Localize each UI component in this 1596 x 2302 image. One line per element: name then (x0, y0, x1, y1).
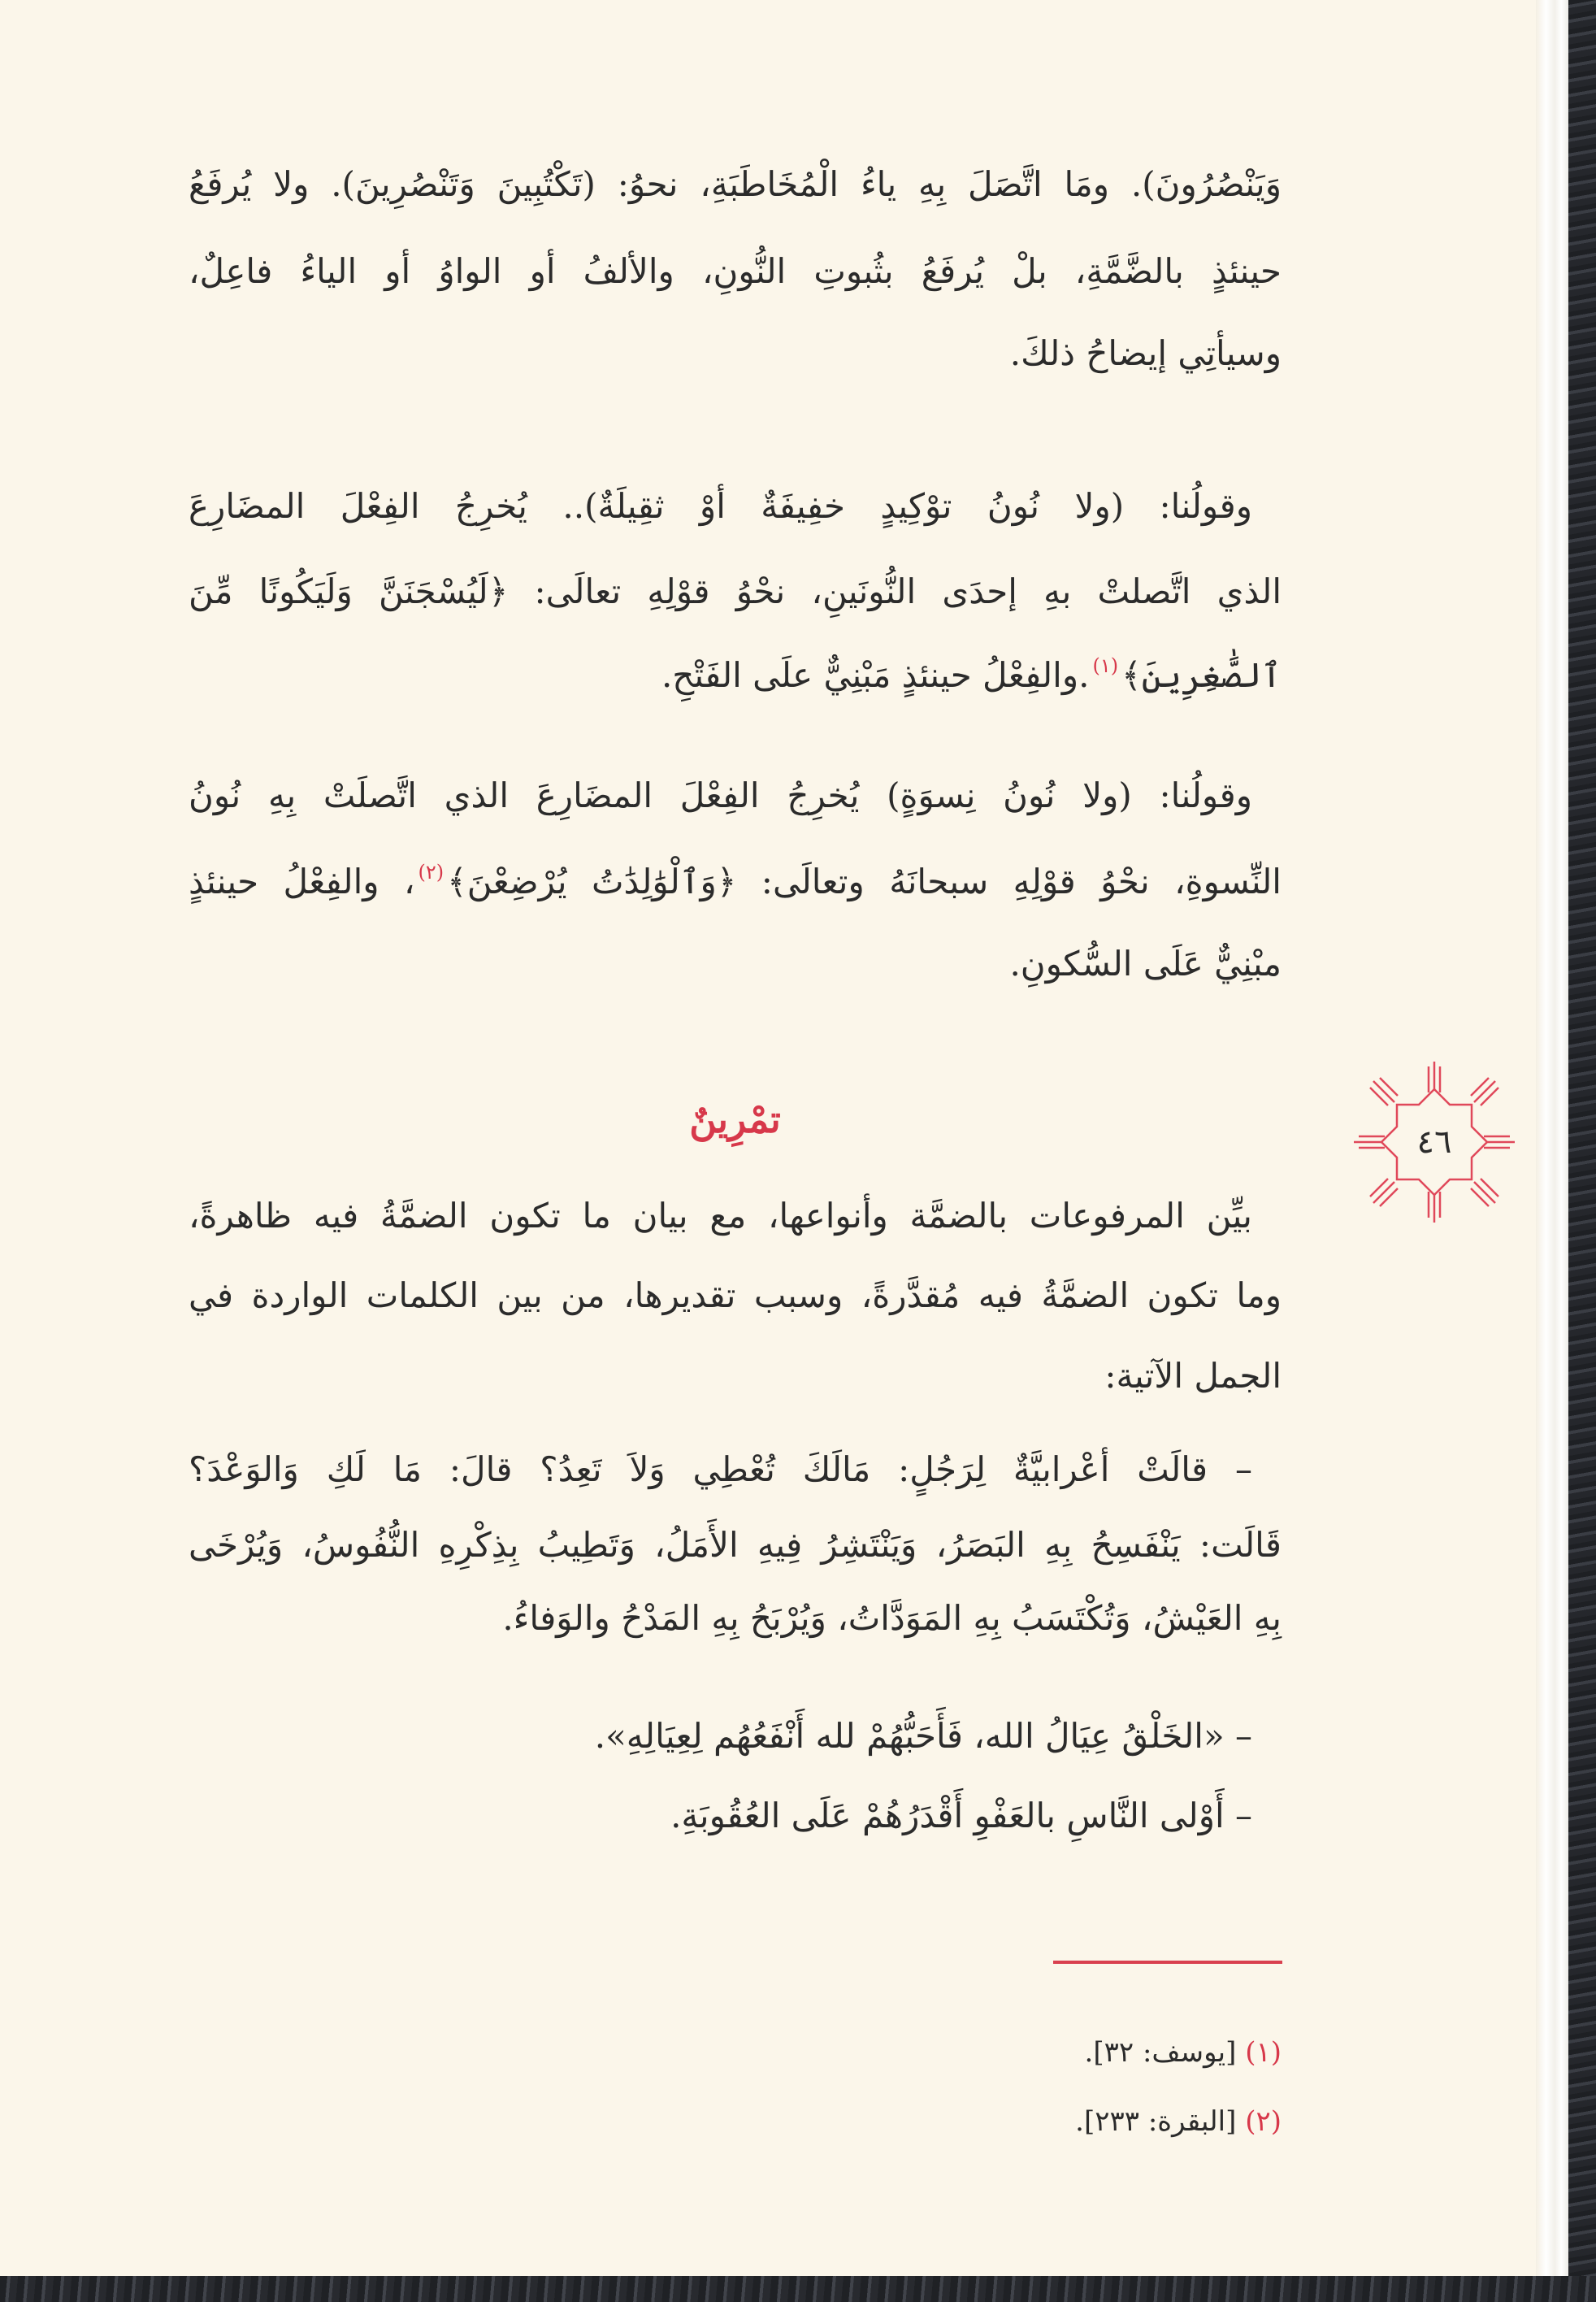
footnote-number: (١) (1245, 2036, 1282, 2069)
paragraph-line: حينئذٍ بالضَّمَّةِ، بلْ يُرفَعُ بثُبوتِ النُّونِ، والألفُ أو الواوُ أو الياءُ فاعِلٌ، (189, 251, 1282, 291)
sentence-line: بِهِ العَيْشُ، وَتُكْتَسَبُ بِهِ المَوَدَّاتُ، وَيُرْبَحُ بِهِ المَدْحُ والوَفاءُ. (502, 1598, 1282, 1638)
footnote-text: [يوسف: ٣٢]. (1084, 2036, 1237, 2069)
instruction-line: الجمل الآتية: (1104, 1356, 1282, 1396)
paragraph-line (189, 861, 1282, 901)
footnote-1 (1085, 2036, 1282, 2069)
page-edge (1536, 0, 1570, 2276)
quran-verse: النِّسوةِ، نحْوُ قوْلِهِ سبحانَهُ وتعالَى: ﴿وَٱلْوَٰلِدَٰتُ يُرْضِعْنَ﴾ (447, 862, 1282, 901)
verse-commentary: ، والفِعْلُ حينئذٍ (189, 862, 415, 901)
instruction-line: وما تكون الضمَّةُ فيه مُقدَّرةً، وسبب تقديرها، من بين الكلمات الواردة في (189, 1275, 1282, 1315)
footnote-number: (٢) (1245, 2105, 1282, 2138)
paragraph-line: وسيأتِي إيضاحُ ذلكَ. (1009, 333, 1282, 373)
paragraph-line: الذي اتَّصلتْ بهِ إحدَى النُّونَينِ، نحْوُ قوْلِهِ تعالَى: ﴿لَيُسْجَنَنَّ وَلَيَكُونًا مِّنَ (189, 571, 1282, 611)
verse-commentary: .والفِعْلُ حينئذٍ مَبْنِيٌّ علَى الفَتْحِ. (661, 655, 1090, 695)
footnote-separator (1053, 1961, 1282, 1964)
paragraph-line: وَيَنْصُرُونَ). ومَا اتَّصَلَ بِهِ ياءُ الْمُخَاطَبَةِ، نحوُ: (تَكْتُبِينَ وَتَنْصُرِينَ). ولا يُرفَعُ (189, 164, 1282, 204)
sentence-line: – «الخَلْقُ عِيَالُ الله، فَأَحَبُّهُمْ لله أَنْفَعُهُم لِعِيَالِهِ». (594, 1716, 1252, 1756)
paragraph-line: مبْنِيٌّ عَلَى السُّكونِ. (1009, 944, 1282, 984)
instruction-line: بيِّن المرفوعات بالضمَّة وأنواعها، مع بيان ما تكون الضمَّةُ فيه ظاهرةً، (189, 1196, 1252, 1236)
paragraph-line: وقولُنا: (ولا نُونُ نِسوَةٍ) يُخرِجُ الفِعْلَ المضَارِعَ الذي اتَّصلَتْ بِهِ نُونُ (189, 775, 1252, 815)
sentence-line: – قالَتْ أعْرابيَّةٌ لِرَجُلٍ: مَالَكَ تُعْطِي وَلاَ تَعِدُ؟ قالَ: مَا لَكِ وَالوَعْدَ؟ (189, 1449, 1252, 1489)
footnote-text: [البقرة: ٢٣٣]. (1075, 2105, 1237, 2138)
book-cover-bottom (0, 2276, 1596, 2302)
quran-verse-end: ٱلصَّٰغِرِينَ﴾ (1121, 655, 1282, 695)
paragraph-line: وقولُنا: (ولا نُونُ توْكِيدٍ خفِيفَةٌ أوْ ثقِيلَةٌ).. يُخرِجُ الفِعْلَ المضَارِعَ (189, 486, 1252, 526)
footnote-2 (1075, 2105, 1282, 2138)
sentence-line: – أَوْلى النَّاسِ بالعَفْوِ أَقْدَرُهُمْ عَلَى العُقُوبَةِ. (670, 1796, 1252, 1835)
footnote-ref-2[interactable]: (٢) (418, 861, 445, 884)
footnote-ref-1[interactable]: (١) (1092, 654, 1119, 677)
sentence-line: قَالَت: يَنْفَسِحُ بِهِ البَصَرُ، وَيَنْتَشِرُ فِيهِ الأَمَلُ، وَتَطِيبُ بِذِكْرِهِ النُّفُوسُ، وَيُرْخَى (189, 1525, 1282, 1565)
page-number-ornament (1349, 1057, 1520, 1227)
paragraph-line (661, 654, 1282, 695)
page-number: ٤٦ (1416, 1123, 1452, 1161)
exercise-heading: تمْرِينٌ (689, 1097, 781, 1141)
book-cover-right (1568, 0, 1596, 2302)
